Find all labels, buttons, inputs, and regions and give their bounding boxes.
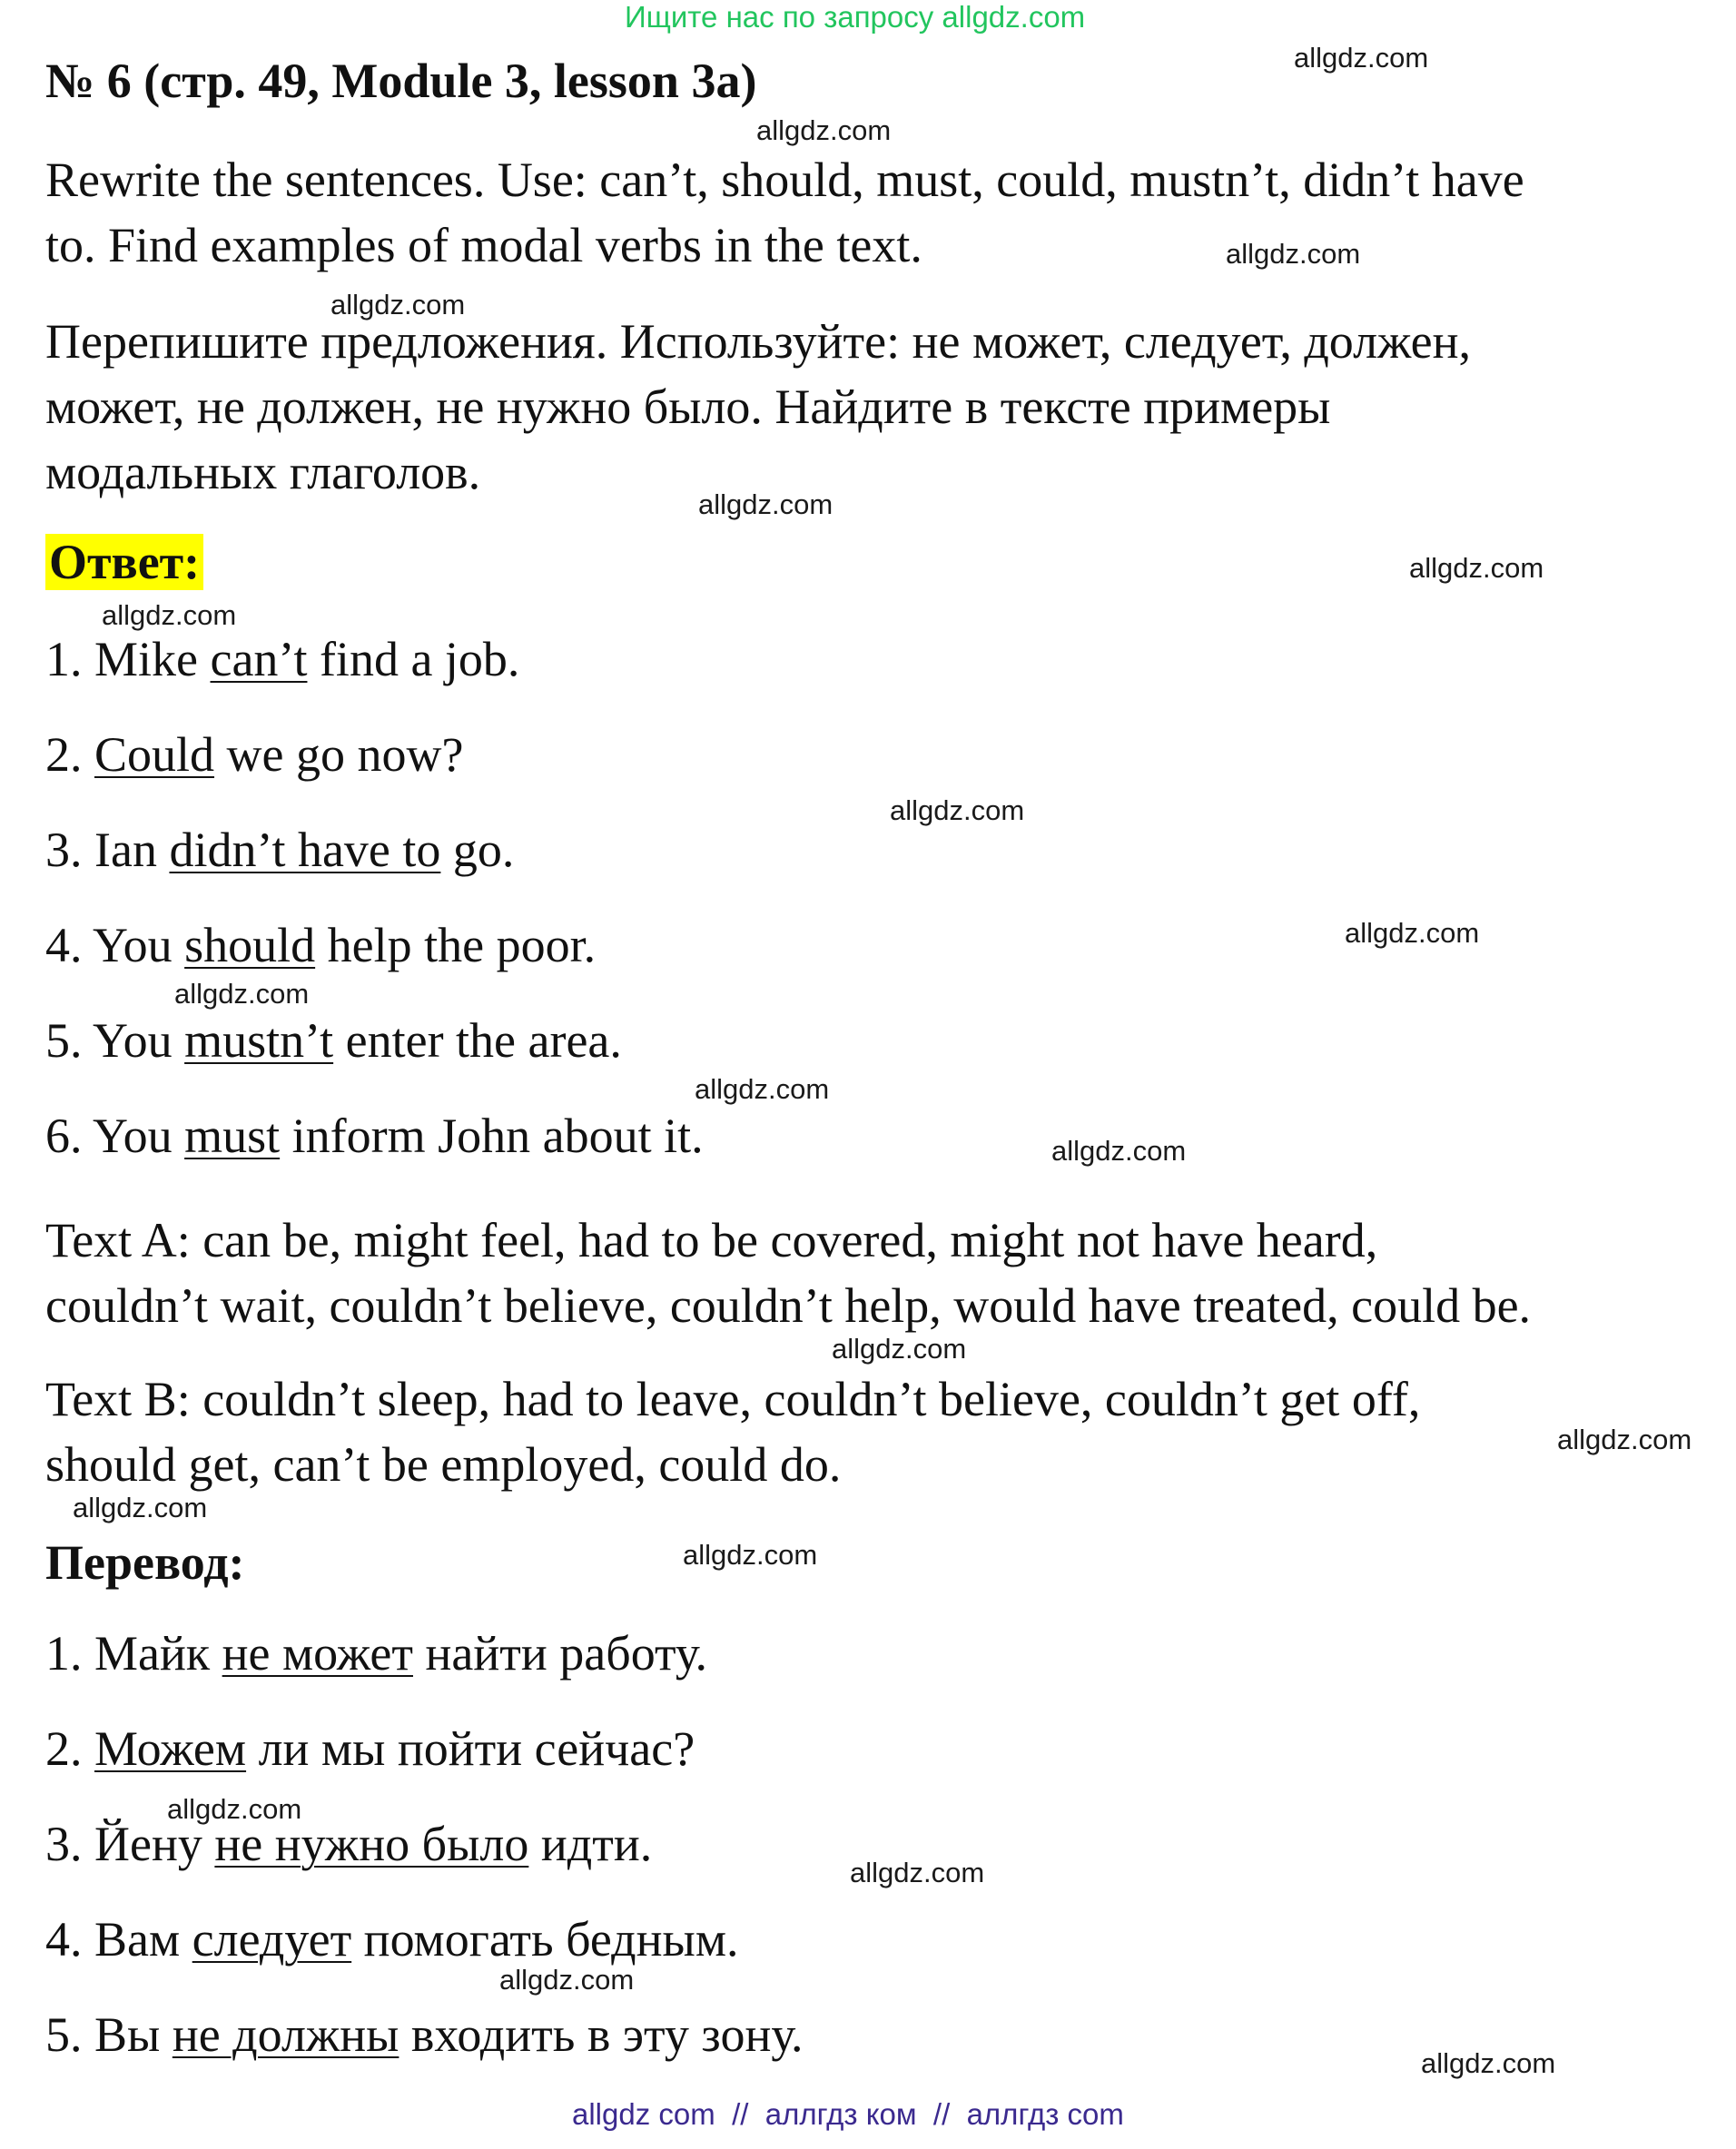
answer-label: Ответ: (45, 534, 203, 590)
answer-line: 2. Could we go now? (45, 727, 464, 782)
watermark: allgdz.com (174, 978, 310, 1010)
watermark: allgdz.com (1051, 1135, 1187, 1167)
translation-line: 2. Можем ли мы пойти сейчас? (45, 1721, 695, 1776)
watermark: allgdz.com (167, 1793, 302, 1825)
text-b-line: should get, can’t be employed, could do. (45, 1437, 842, 1492)
watermark: allgdz.com (850, 1857, 985, 1888)
modal-verb: Можем (94, 1721, 247, 1776)
answer-line: 6. You must inform John about it. (45, 1109, 704, 1163)
footer-watermark: allgdz com // аллгдз ком // аллгдз com (572, 2097, 1124, 2131)
instruction-ru-line: модальных глаголов. (45, 445, 481, 499)
text-b (45, 1366, 1420, 1497)
instruction-ru (45, 309, 1471, 505)
modal-verb: mustn’t (184, 1013, 334, 1068)
instruction-en-line: to. Find examples of modal verbs in the text. (45, 218, 922, 272)
watermark: allgdz.com (1421, 2047, 1556, 2079)
watermark: allgdz.com (330, 289, 466, 320)
instruction-en-line: Rewrite the sentences. Use: can’t, should, must, could, mustn’t, didn’t have (45, 153, 1524, 207)
modal-verb: must (184, 1109, 281, 1163)
modal-verb: не нужно было (214, 1817, 529, 1871)
text-a (45, 1208, 1531, 1338)
watermark: allgdz.com (695, 1073, 830, 1105)
watermark: allgdz.com (499, 1964, 635, 1996)
translation-line: 3. Йену не нужно было идти. (45, 1817, 653, 1871)
answer-line: 4. You should help the poor. (45, 918, 597, 972)
watermark: allgdz.com (1226, 238, 1361, 270)
top-banner[interactable]: Ищите нас по запросу allgdz.com (625, 0, 1086, 34)
watermark: allgdz.com (1557, 1424, 1692, 1455)
watermark: allgdz.com (1345, 917, 1480, 949)
answer-line: 3. Ian didn’t have to go. (45, 823, 515, 877)
watermark: allgdz.com (73, 1492, 208, 1523)
answer-line: 5. You mustn’t enter the area. (45, 1013, 622, 1068)
translation-line: 4. Вам следует помогать бедным. (45, 1912, 739, 1967)
watermark: allgdz.com (102, 599, 237, 631)
instruction-ru-line: Перепишите предложения. Используйте: не может, следует, должен, (45, 314, 1472, 369)
translation-line: 1. Майк не может найти работу. (45, 1626, 707, 1681)
page-title: № 6 (стр. 49, Module 3, lesson 3a) (45, 54, 757, 108)
watermark: allgdz.com (832, 1333, 967, 1365)
instruction-ru-line: может, не должен, не нужно было. Найдите в тексте примеры (45, 380, 1331, 434)
text-a-line: couldn’t wait, couldn’t believe, couldn’t help, would have treated, could be. (45, 1278, 1532, 1333)
modal-verb: Could (94, 727, 215, 782)
watermark: allgdz.com (683, 1539, 818, 1571)
watermark: allgdz.com (1294, 42, 1429, 74)
modal-verb: не может (222, 1626, 413, 1681)
answer-line: 1. Mike can’t find a job. (45, 632, 520, 686)
watermark: allgdz.com (1409, 552, 1544, 584)
watermark: allgdz.com (698, 488, 833, 520)
text-b-line: Text B: couldn’t sleep, had to leave, couldn’t believe, couldn’t get off, (45, 1372, 1421, 1426)
modal-verb: should (184, 918, 316, 972)
modal-verb: can’t (210, 632, 308, 686)
watermark: allgdz.com (890, 794, 1025, 826)
watermark: allgdz.com (756, 114, 892, 146)
text-a-line: Text A: can be, might feel, had to be covered, might not have heard, (45, 1213, 1378, 1267)
modal-verb: следует (192, 1912, 352, 1967)
translation-line: 5. Вы не должны входить в эту зону. (45, 2007, 804, 2062)
modal-verb: didn’t have to (169, 823, 441, 877)
translation-label: Перевод: (45, 1535, 245, 1590)
modal-verb: не должны (172, 2007, 399, 2062)
